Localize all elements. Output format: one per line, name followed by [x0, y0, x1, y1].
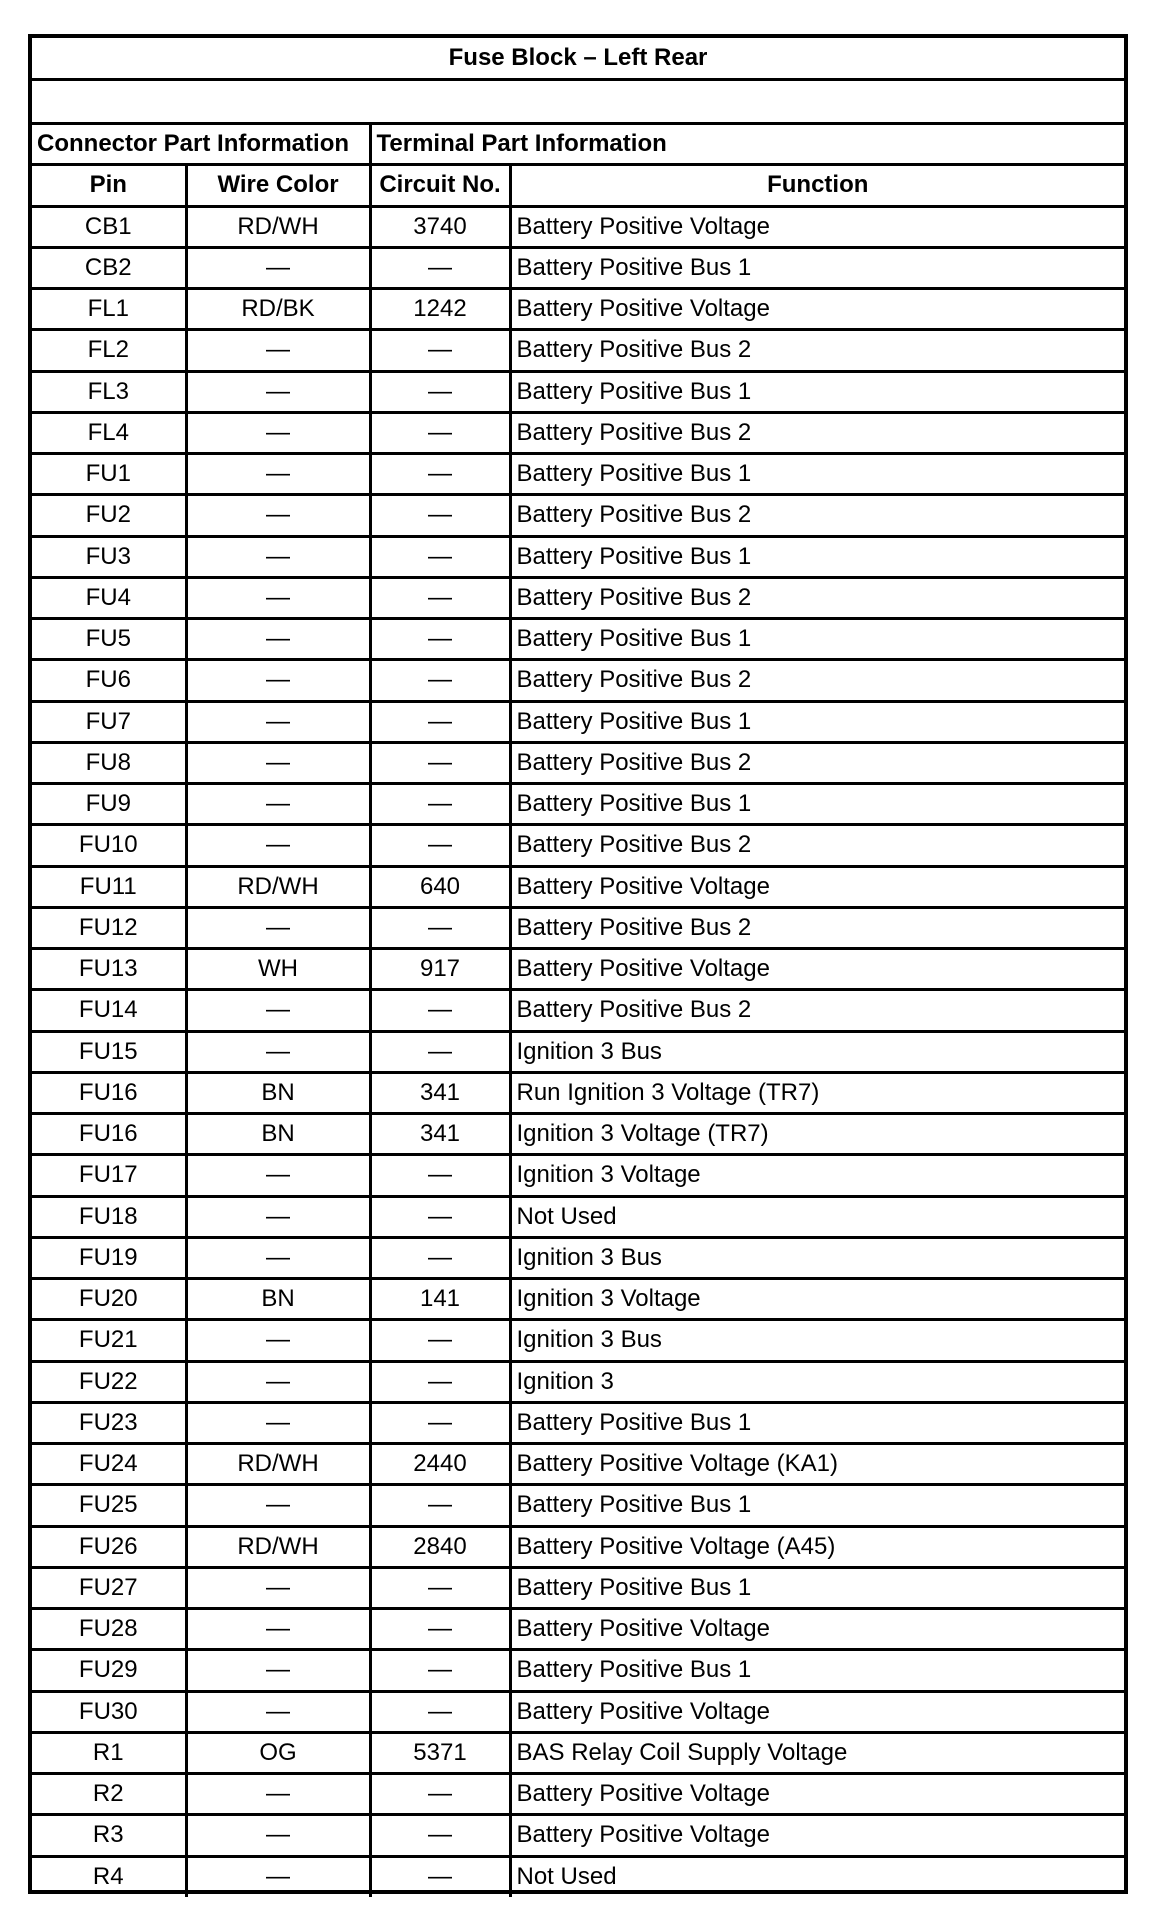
wire-color-cell: —: [186, 1196, 370, 1237]
circuit-no-cell: 3740: [370, 206, 510, 247]
table-row: [32, 536, 1124, 577]
pin-cell: R1: [32, 1732, 186, 1773]
function-cell: Battery Positive Bus 1: [510, 1567, 1124, 1608]
circuit-no-cell: —: [370, 825, 510, 866]
title-row: [32, 38, 1124, 79]
wire-color-cell: RD/WH: [186, 206, 370, 247]
function-cell: Ignition 3 Bus: [510, 1320, 1124, 1361]
function-cell: Battery Positive Bus 1: [510, 1485, 1124, 1526]
function-cell: Battery Positive Bus 2: [510, 907, 1124, 948]
pin-cell: R3: [32, 1815, 186, 1856]
function-cell: Battery Positive Bus 1: [510, 619, 1124, 660]
wire-color-cell: RD/BK: [186, 289, 370, 330]
wire-color-cell: —: [186, 907, 370, 948]
circuit-no-cell: —: [370, 742, 510, 783]
function-cell: Battery Positive Voltage: [510, 1691, 1124, 1732]
table-row: [32, 1444, 1124, 1485]
function-cell: Battery Positive Bus 2: [510, 660, 1124, 701]
function-cell: Battery Positive Voltage: [510, 1609, 1124, 1650]
function-cell: Battery Positive Bus 1: [510, 247, 1124, 288]
circuit-no-cell: —: [370, 1691, 510, 1732]
wire-color-cell: —: [186, 1402, 370, 1443]
table-row: [32, 1856, 1124, 1897]
function-cell: Battery Positive Bus 2: [510, 742, 1124, 783]
pin-cell: FU2: [32, 495, 186, 536]
function-cell: Battery Positive Voltage: [510, 206, 1124, 247]
circuit-no-column-header: Circuit No.: [370, 165, 510, 206]
wire-color-cell: —: [186, 742, 370, 783]
circuit-no-cell: —: [370, 907, 510, 948]
pin-cell: FU29: [32, 1650, 186, 1691]
wire-color-cell: —: [186, 1774, 370, 1815]
blank-cell: [32, 79, 1124, 123]
function-cell: Battery Positive Bus 1: [510, 1402, 1124, 1443]
wire-color-cell: —: [186, 1567, 370, 1608]
blank-row: [32, 79, 1124, 123]
table-row: [32, 1691, 1124, 1732]
table-row: [32, 1196, 1124, 1237]
circuit-no-cell: —: [370, 1402, 510, 1443]
function-cell: BAS Relay Coil Supply Voltage: [510, 1732, 1124, 1773]
pin-cell: FU23: [32, 1402, 186, 1443]
table-row: [32, 1815, 1124, 1856]
circuit-no-cell: —: [370, 495, 510, 536]
circuit-no-cell: —: [370, 536, 510, 577]
table-row: [32, 742, 1124, 783]
pin-cell: FU19: [32, 1237, 186, 1278]
pin-cell: FU20: [32, 1279, 186, 1320]
table-row: [32, 330, 1124, 371]
table-row: [32, 1237, 1124, 1278]
fuse-block-document: [28, 34, 1128, 1894]
wire-color-cell: —: [186, 1031, 370, 1072]
circuit-no-cell: 5371: [370, 1732, 510, 1773]
wire-color-cell: —: [186, 1650, 370, 1691]
connector-part-info-header: Connector Part Information: [32, 124, 370, 165]
pin-cell: FU4: [32, 577, 186, 618]
pinout-table: [32, 38, 1124, 1897]
pin-cell: FU30: [32, 1691, 186, 1732]
table-row: [32, 701, 1124, 742]
pin-cell: FU17: [32, 1155, 186, 1196]
function-cell: Battery Positive Voltage: [510, 1774, 1124, 1815]
circuit-no-cell: 1242: [370, 289, 510, 330]
pin-cell: FU11: [32, 866, 186, 907]
table-row: [32, 1567, 1124, 1608]
table-row: [32, 1279, 1124, 1320]
table-row: [32, 784, 1124, 825]
table-row: [32, 1361, 1124, 1402]
circuit-no-cell: 917: [370, 949, 510, 990]
pin-cell: FU12: [32, 907, 186, 948]
pin-cell: CB2: [32, 247, 186, 288]
wire-color-cell: —: [186, 1361, 370, 1402]
function-cell: Battery Positive Bus 1: [510, 784, 1124, 825]
function-cell: Battery Positive Voltage (KA1): [510, 1444, 1124, 1485]
table-row: [32, 1650, 1124, 1691]
wire-color-cell: RD/WH: [186, 1526, 370, 1567]
wire-color-cell: —: [186, 825, 370, 866]
function-cell: Ignition 3 Voltage (TR7): [510, 1114, 1124, 1155]
pin-cell: R4: [32, 1856, 186, 1897]
wire-color-cell: —: [186, 247, 370, 288]
wire-color-cell: OG: [186, 1732, 370, 1773]
circuit-no-cell: 341: [370, 1114, 510, 1155]
pin-cell: FU6: [32, 660, 186, 701]
circuit-no-cell: —: [370, 454, 510, 495]
function-cell: Battery Positive Voltage (A45): [510, 1526, 1124, 1567]
table-row: [32, 1526, 1124, 1567]
circuit-no-cell: —: [370, 1485, 510, 1526]
function-cell: Battery Positive Voltage: [510, 1815, 1124, 1856]
function-cell: Battery Positive Bus 2: [510, 990, 1124, 1031]
circuit-no-cell: —: [370, 990, 510, 1031]
pin-cell: FU14: [32, 990, 186, 1031]
wire-color-cell: —: [186, 660, 370, 701]
wire-color-cell: —: [186, 990, 370, 1031]
wire-color-cell: —: [186, 701, 370, 742]
wire-color-cell: —: [186, 1237, 370, 1278]
pin-cell: CB1: [32, 206, 186, 247]
table-row: [32, 1732, 1124, 1773]
function-cell: Battery Positive Bus 1: [510, 536, 1124, 577]
table-row: [32, 371, 1124, 412]
function-cell: Ignition 3 Voltage: [510, 1155, 1124, 1196]
circuit-no-cell: —: [370, 1361, 510, 1402]
circuit-no-cell: —: [370, 577, 510, 618]
pin-cell: FU26: [32, 1526, 186, 1567]
pin-cell: FL4: [32, 412, 186, 453]
circuit-no-cell: —: [370, 1650, 510, 1691]
table-row: [32, 1320, 1124, 1361]
pin-column-header: Pin: [32, 165, 186, 206]
circuit-no-cell: —: [370, 660, 510, 701]
table-row: [32, 1774, 1124, 1815]
pin-cell: FU21: [32, 1320, 186, 1361]
circuit-no-cell: —: [370, 701, 510, 742]
table-row: [32, 412, 1124, 453]
table-row: [32, 206, 1124, 247]
function-column-header: Function: [510, 165, 1124, 206]
circuit-no-cell: —: [370, 1031, 510, 1072]
pin-cell: FU3: [32, 536, 186, 577]
table-row: [32, 1114, 1124, 1155]
circuit-no-cell: —: [370, 1155, 510, 1196]
function-cell: Run Ignition 3 Voltage (TR7): [510, 1072, 1124, 1113]
function-cell: Battery Positive Bus 2: [510, 412, 1124, 453]
function-cell: Not Used: [510, 1196, 1124, 1237]
wire-color-cell: WH: [186, 949, 370, 990]
circuit-no-cell: 341: [370, 1072, 510, 1113]
table-row: [32, 1072, 1124, 1113]
table-row: [32, 619, 1124, 660]
table-row: [32, 866, 1124, 907]
wire-color-cell: —: [186, 371, 370, 412]
wire-color-cell: —: [186, 536, 370, 577]
function-cell: Battery Positive Bus 1: [510, 371, 1124, 412]
table-row: [32, 1402, 1124, 1443]
circuit-no-cell: —: [370, 1237, 510, 1278]
pin-cell: FU18: [32, 1196, 186, 1237]
circuit-no-cell: 141: [370, 1279, 510, 1320]
table-row: [32, 907, 1124, 948]
function-cell: Ignition 3 Bus: [510, 1031, 1124, 1072]
wire-color-cell: —: [186, 495, 370, 536]
function-cell: Battery Positive Voltage: [510, 289, 1124, 330]
wire-color-cell: RD/WH: [186, 1444, 370, 1485]
wire-color-cell: BN: [186, 1114, 370, 1155]
table-row: [32, 454, 1124, 495]
pin-cell: FU5: [32, 619, 186, 660]
function-cell: Ignition 3 Bus: [510, 1237, 1124, 1278]
function-cell: Battery Positive Bus 1: [510, 1650, 1124, 1691]
function-cell: Not Used: [510, 1856, 1124, 1897]
circuit-no-cell: 2840: [370, 1526, 510, 1567]
table-row: [32, 1485, 1124, 1526]
circuit-no-cell: —: [370, 1774, 510, 1815]
table-row: [32, 1609, 1124, 1650]
circuit-no-cell: —: [370, 412, 510, 453]
wire-color-cell: —: [186, 330, 370, 371]
pin-cell: FU16: [32, 1114, 186, 1155]
pin-cell: FU8: [32, 742, 186, 783]
circuit-no-cell: —: [370, 1567, 510, 1608]
pin-cell: FU7: [32, 701, 186, 742]
function-cell: Battery Positive Bus 2: [510, 825, 1124, 866]
table-row: [32, 825, 1124, 866]
table-row: [32, 289, 1124, 330]
circuit-no-cell: —: [370, 619, 510, 660]
circuit-no-cell: —: [370, 784, 510, 825]
table-row: [32, 1155, 1124, 1196]
wire-color-cell: —: [186, 454, 370, 495]
pin-cell: FU22: [32, 1361, 186, 1402]
pin-cell: FU10: [32, 825, 186, 866]
table-title: Fuse Block – Left Rear: [32, 38, 1124, 79]
pin-cell: FL2: [32, 330, 186, 371]
function-cell: Battery Positive Bus 2: [510, 495, 1124, 536]
circuit-no-cell: —: [370, 1815, 510, 1856]
wire-color-cell: —: [186, 1691, 370, 1732]
circuit-no-cell: 640: [370, 866, 510, 907]
table-row: [32, 577, 1124, 618]
pin-cell: FU24: [32, 1444, 186, 1485]
pin-cell: R2: [32, 1774, 186, 1815]
pin-cell: FU9: [32, 784, 186, 825]
wire-color-cell: —: [186, 619, 370, 660]
function-cell: Battery Positive Bus 1: [510, 454, 1124, 495]
wire-color-cell: —: [186, 1856, 370, 1897]
wire-color-cell: —: [186, 1155, 370, 1196]
function-cell: Battery Positive Bus 2: [510, 577, 1124, 618]
function-cell: Battery Positive Bus 2: [510, 330, 1124, 371]
column-header-row: [32, 165, 1124, 206]
pin-cell: FU15: [32, 1031, 186, 1072]
pin-cell: FU27: [32, 1567, 186, 1608]
circuit-no-cell: —: [370, 1609, 510, 1650]
wire-color-cell: —: [186, 1815, 370, 1856]
wire-color-cell: RD/WH: [186, 866, 370, 907]
wire-color-cell: —: [186, 784, 370, 825]
pin-cell: FU28: [32, 1609, 186, 1650]
pin-cell: FU13: [32, 949, 186, 990]
wire-color-cell: —: [186, 1609, 370, 1650]
circuit-no-cell: —: [370, 247, 510, 288]
pin-cell: FU25: [32, 1485, 186, 1526]
table-row: [32, 247, 1124, 288]
group-header-row: [32, 124, 1124, 165]
pin-cell: FU1: [32, 454, 186, 495]
table-row: [32, 495, 1124, 536]
function-cell: Ignition 3: [510, 1361, 1124, 1402]
circuit-no-cell: —: [370, 1856, 510, 1897]
circuit-no-cell: —: [370, 1196, 510, 1237]
pin-cell: FU16: [32, 1072, 186, 1113]
terminal-part-info-header: Terminal Part Information: [370, 124, 1124, 165]
wire-color-cell: —: [186, 577, 370, 618]
function-cell: Ignition 3 Voltage: [510, 1279, 1124, 1320]
table-row: [32, 949, 1124, 990]
pin-cell: FL1: [32, 289, 186, 330]
circuit-no-cell: —: [370, 1320, 510, 1361]
table-row: [32, 990, 1124, 1031]
wire-color-cell: —: [186, 1485, 370, 1526]
wire-color-cell: —: [186, 412, 370, 453]
circuit-no-cell: 2440: [370, 1444, 510, 1485]
wire-color-cell: BN: [186, 1279, 370, 1320]
pin-cell: FL3: [32, 371, 186, 412]
function-cell: Battery Positive Bus 1: [510, 701, 1124, 742]
wire-color-cell: BN: [186, 1072, 370, 1113]
circuit-no-cell: —: [370, 330, 510, 371]
circuit-no-cell: —: [370, 371, 510, 412]
function-cell: Battery Positive Voltage: [510, 866, 1124, 907]
wire-color-cell: —: [186, 1320, 370, 1361]
function-cell: Battery Positive Voltage: [510, 949, 1124, 990]
table-row: [32, 1031, 1124, 1072]
table-row: [32, 660, 1124, 701]
wire-color-column-header: Wire Color: [186, 165, 370, 206]
